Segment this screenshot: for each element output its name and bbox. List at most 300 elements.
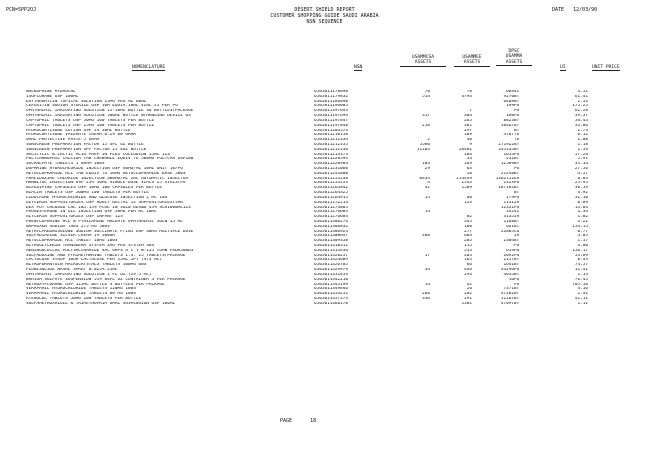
row-dpsc-assets: 10467 xyxy=(500,123,514,128)
row-unit-of-issue: BT xyxy=(514,296,520,301)
row-nomenclature: NITROGLYCERIN TRANSDERM SYSTEM 2MG PER SYSTEM 30S xyxy=(26,244,155,248)
row-nomenclature: CAPTOPRIL TABLETS USP 25MG 100 TABLETS PER BOTTLE xyxy=(26,123,155,128)
row-usammcsa-assets: 11103 xyxy=(416,147,430,152)
row-unit-price: 32.10 xyxy=(574,195,588,200)
row-nsn: 6505011243800 xyxy=(314,171,348,176)
row-nsn: 6505011197848 xyxy=(314,123,348,128)
row-dpsc-assets: 180 xyxy=(506,114,514,119)
row-unit-price: 74.57 xyxy=(574,263,588,268)
row-usammee-assets: 664 xyxy=(464,234,472,239)
row-nsn: 6505011354251 xyxy=(314,292,348,297)
row-unit-price: 3.22 xyxy=(577,219,588,224)
row-dpsc-assets: 689 xyxy=(506,90,514,94)
row-unit-price: 1.59 xyxy=(577,147,588,152)
row-unit-of-issue: JR xyxy=(514,234,520,239)
row-unit-of-issue: BT xyxy=(514,162,520,167)
row-usammee-assets: 82 xyxy=(466,215,472,220)
row-nsn: 6505011320257 xyxy=(314,253,348,258)
row-usammcsa-assets: 2 xyxy=(427,138,430,143)
row-unit-price: 175.25 xyxy=(572,104,588,109)
row-nsn: 6505011368178 xyxy=(314,301,348,306)
row-unit-of-issue: BT xyxy=(514,94,520,99)
row-dpsc-assets: 34296 xyxy=(500,268,514,273)
date-label: DATE xyxy=(552,7,565,13)
row-nomenclature: SULFADOXINE AND PYRIMETHAMINE TABLETS I.S. 25 TABLETS/PACKAGE xyxy=(26,253,186,258)
col-header-dpsc-line1: DPSC xyxy=(508,49,520,54)
row-nomenclature: METHYLPREDNISOLONE SODIUM SUCCINATE F/INJ USP 40MG MULTIPLE DOSE xyxy=(26,229,194,234)
row-unit-price: 4.16 xyxy=(577,287,588,292)
row-unit-price: 3.34 xyxy=(577,210,588,215)
row-nsn: 6505011196005 xyxy=(314,104,348,109)
row-nsn: 6505011213373 xyxy=(314,152,348,157)
row-unit-price: 57.26 xyxy=(574,152,588,157)
row-nomenclature: HYDROCORTISONE LOTION USP 1% 30ML BOTTLE xyxy=(26,128,131,133)
col-header-dpsc-line2: USAMMA xyxy=(505,54,523,60)
row-usammcsa-assets: 70 xyxy=(424,90,430,94)
row-unit-price: 3.52 xyxy=(577,90,588,94)
row-nomenclature: PHENYLEPHRINE HCL & PYRILAMINE MALEATE OPHTHALMIC SOLN 15 ML xyxy=(26,219,183,224)
row-usammcsa-assets: 14 xyxy=(424,210,430,215)
date-value: 12/03/90 xyxy=(573,7,598,13)
row-unit-of-issue: BT xyxy=(514,186,520,191)
row-dpsc-assets: 47097 xyxy=(500,301,514,306)
row-usammee-assets: 1509 xyxy=(461,186,472,191)
row-nomenclature: NALBUPHINE HYDROCHL xyxy=(26,90,76,94)
row-nsn: 6505011253253 xyxy=(314,181,348,186)
page-footer xyxy=(280,418,316,424)
row-unit-price: 25.95 xyxy=(574,181,588,186)
col-header-dpsc xyxy=(496,49,532,66)
row-nsn: 6505011212334 xyxy=(314,138,348,143)
row-nomenclature: MENINGOCOCCAL POLYSACCHARIDE VAC GRPS A C Y W-135 COMB FRDR500DS xyxy=(26,248,194,253)
row-nomenclature: CAPTOPRIL TABLETS USP 50MG 100 TABLETS PER BOTTLE xyxy=(26,118,155,123)
row-usammcsa-assets: 14 xyxy=(424,282,430,287)
row-unit-of-issue: BT xyxy=(514,142,520,147)
report-title-line3: NSN SEQUENCE xyxy=(306,19,343,26)
row-nsn: 6505011276684 xyxy=(314,215,348,220)
row-usammcsa-assets: 408 xyxy=(422,234,430,239)
row-unit-price: 41.11 xyxy=(574,296,588,301)
row-unit-of-issue: PG xyxy=(514,167,520,171)
row-unit-of-issue: PG xyxy=(514,282,520,287)
row-usammee-assets: 446 xyxy=(464,268,472,273)
row-nsn: 6505011263842 xyxy=(314,186,348,191)
row-nsn: 6505011179832 xyxy=(314,94,348,99)
row-nsn: 6505011309358 xyxy=(314,239,348,244)
row-nomenclature: PRALIDOXIME CHLORIDE INJECTION 300MG/ML 2ML AUTOMATIC INJECTOR xyxy=(26,176,189,181)
row-usammee-assets: 265 xyxy=(464,118,472,123)
row-unit-price: 1.13 xyxy=(577,272,588,277)
row-usammee-assets: 293 xyxy=(464,272,472,277)
row-usammee-assets: 203 xyxy=(464,253,472,258)
row-usammee-assets: 42 xyxy=(466,282,472,287)
col-header-usammee xyxy=(454,55,490,67)
row-dpsc-assets: 9270 xyxy=(503,94,514,99)
row-usammee-assets: 78 xyxy=(466,90,472,94)
row-nomenclature: NAPROXEN SODIUM TABS 275 MG 500S xyxy=(26,224,110,229)
row-usammee-assets: 4794 xyxy=(461,94,472,99)
row-unit-of-issue: BT xyxy=(514,224,520,229)
row-dpsc-assets: 2323 xyxy=(503,181,514,186)
row-nsn: 6505011308647 xyxy=(314,234,348,239)
row-unit-price: 1.08 xyxy=(577,138,588,143)
row-nsn: 6505011313436 xyxy=(314,248,348,253)
row-nomenclature: DEX POT CHL&SOD CHL INJ.15% PCHL IN SOL& DEX&D 45% SCH1000ML12S xyxy=(26,205,191,210)
row-usammcsa-assets: 206 xyxy=(422,292,430,297)
row-usammcsa-assets: 317 xyxy=(422,114,430,119)
row-unit-price: 5.91 xyxy=(577,157,588,162)
row-nsn: 6505011220984 xyxy=(314,162,348,167)
row-unit-price: 61.41 xyxy=(574,94,588,99)
row-dpsc-assets: 47282 xyxy=(500,292,514,297)
row-nomenclature: NIFEDIPINE CAPSULES USP 10MG 100 CAPSULES PER BOTTLE xyxy=(26,186,162,191)
row-nomenclature: SALICYLIC & LACTIC ACID PREP IN FLEX COLLODION 15ML 12S xyxy=(26,152,170,157)
col-header-dpsc-line3: ASSETS xyxy=(496,60,532,66)
row-unit-price: 4.00 xyxy=(577,244,588,248)
row-dpsc-assets: 1168 xyxy=(503,219,514,224)
row-usammee-assets: 54 xyxy=(466,157,472,162)
report-date xyxy=(552,7,597,13)
row-unit-of-issue: JR xyxy=(514,215,520,220)
row-dpsc-assets: 1131 xyxy=(503,200,514,205)
row-unit-price: 705.50 xyxy=(572,282,588,287)
row-dpsc-assets: 641 xyxy=(506,224,514,229)
row-usammee-assets: 100 xyxy=(464,224,472,229)
row-dpsc-assets: 335135 xyxy=(498,147,514,152)
row-usammee-assets: 60 xyxy=(466,195,472,200)
row-nomenclature: METOCLOPRAMIDE HCL TABLET 10MG 100S xyxy=(26,239,118,244)
row-nomenclature: SUCRALFATE TABLETS 1 GRAM 100S xyxy=(26,162,105,167)
row-nomenclature: VERAPAMIL HYDROCHLORIDE TABLETS 120MG 100S xyxy=(26,287,136,292)
row-nomenclature: LACTULOSE SYRUP 10GR LACTULOSE PER 15ML 1PT (473 ML) xyxy=(26,258,162,263)
row-unit-price: 2.53 xyxy=(577,99,588,104)
row-unit-price: 1.11 xyxy=(577,301,588,306)
row-usammee-assets: 58 xyxy=(466,171,472,176)
row-unit-of-issue: EA xyxy=(514,176,520,181)
row-nomenclature: MANNITOL INJECTION USP 25% 50ML SINGLE DOSE VIALS 25 VIALS/PG xyxy=(26,181,186,186)
row-usammcsa-assets: 34 xyxy=(424,268,430,273)
row-dpsc-assets: 179 xyxy=(506,195,514,200)
row-unit-price: 156.17 xyxy=(572,248,588,253)
row-unit-price: 33.86 xyxy=(574,123,588,128)
row-nomenclature: CEFOXITIN SODIUM STERILE USP 10M EQUIV.10ML VIAL 25 PER PG xyxy=(26,104,178,109)
row-unit-price: 56.43 xyxy=(574,118,588,123)
report-title-line2: CUSTOMER SHOPPING GUIDE SAUDI ARABIA xyxy=(270,13,379,20)
row-dpsc-assets: 1641 xyxy=(503,263,514,268)
row-dpsc-assets: 187182 xyxy=(498,186,514,191)
row-unit-of-issue: PG xyxy=(514,248,520,253)
row-usammee-assets: 345 xyxy=(464,219,472,224)
row-unit-price: 4.57 xyxy=(577,171,588,176)
row-unit-price: 0.77 xyxy=(577,229,588,234)
row-usammee-assets: 214449 xyxy=(456,176,472,181)
col-header-usammcsa xyxy=(400,55,446,67)
row-nsn: 6505011231060 xyxy=(314,167,348,171)
row-usammcsa-assets: 514 xyxy=(422,94,430,99)
row-nsn: 6505011342210 xyxy=(314,277,348,282)
row-unit-of-issue: BT xyxy=(514,157,520,162)
row-nomenclature: GLYCERIN SUPPOSITORIES USP INFANT 12S xyxy=(26,215,123,220)
row-nomenclature: HYDROCORTISONE VALERATE CREAM 0.2% 60 GRAM xyxy=(26,133,136,138)
row-dpsc-assets: 21248 xyxy=(500,171,514,176)
row-nsn: 6505011253248 xyxy=(314,176,348,181)
row-usammee-assets: 297 xyxy=(464,128,472,133)
row-dpsc-assets: 2092 xyxy=(503,253,514,258)
report-title-line1: DESERT SHIELD REPORT xyxy=(294,7,355,13)
row-usammee-assets: 304 xyxy=(464,114,472,119)
row-usammcsa-assets: 4 xyxy=(427,181,430,186)
row-unit-price: 6.12 xyxy=(577,133,588,138)
row-unit-of-issue: BT xyxy=(514,272,520,277)
row-unit-of-issue: BT xyxy=(514,292,520,297)
row-unit-price: 4.92 xyxy=(577,191,588,196)
row-nomenclature: LIDOCAINE HYDROCHLORIDE AND GLUCOSE INJECTION 2 ML 10S xyxy=(26,195,168,200)
row-usammee-assets: 115 xyxy=(464,244,472,248)
row-usammee-assets: 66 xyxy=(466,263,472,268)
row-nsn: 6505011197693 xyxy=(314,109,348,114)
page-label: PAGE xyxy=(280,418,293,424)
row-usammee-assets: 109 xyxy=(464,133,472,138)
row-unit-of-issue: BT xyxy=(514,263,520,268)
row-dpsc-assets: 4035 xyxy=(503,272,514,277)
row-nomenclature: PROGESTERONE IN OIL INJECTION USP 50MG PER ML 10ML xyxy=(26,210,157,215)
row-usammee-assets: 361 xyxy=(464,123,472,128)
row-nsn: 6505011331454 xyxy=(314,272,348,277)
row-nomenclature: METHOXYFLURANE USP 125ML BOTTLE 4 BOTTLES PER PACKAGE xyxy=(26,282,165,287)
row-unit-price: 8.03 xyxy=(577,176,588,181)
report-id: PCN=5PP2OJ xyxy=(6,7,37,13)
row-unit-price: 2.92 xyxy=(577,292,588,297)
row-nsn: 6505011357373 xyxy=(314,296,348,301)
row-unit-price: 2.73 xyxy=(577,128,588,133)
row-unit-of-issue: PG xyxy=(514,244,520,248)
row-nsn: 6505011326705 xyxy=(314,263,348,268)
row-usammee-assets: 1301 xyxy=(461,301,472,306)
row-dpsc-assets: 8823 xyxy=(503,118,514,123)
row-unit-price: 27.56 xyxy=(574,167,588,171)
row-usammcsa-assets: 104 xyxy=(422,162,430,167)
row-nomenclature: OPHTHALMIC IRRIGATING SOLUTION 500ML BOTTLE W/HANGING DEVICE 6S xyxy=(26,114,191,119)
row-nsn: 6505011264325 xyxy=(314,191,348,196)
row-usammee-assets: 291 xyxy=(464,296,472,301)
row-usammee-assets: 63 xyxy=(466,167,472,171)
row-nsn: 6505011264915 xyxy=(314,195,348,200)
row-unit-of-issue: BT xyxy=(514,301,520,306)
row-nsn: 6505011210118 xyxy=(314,133,348,138)
row-usammee-assets: 40 xyxy=(466,138,472,143)
row-unit-price: 30.19 xyxy=(574,186,588,191)
row-unit-of-issue: BT xyxy=(514,147,520,152)
row-unit-of-issue: BT xyxy=(514,287,520,292)
col-header-nsn: NSN xyxy=(354,65,363,70)
col-header-usammcsa-line2: ASSETS xyxy=(400,60,446,66)
row-usammee-assets: 123 xyxy=(464,200,472,205)
row-unit-price: 8.43 xyxy=(577,258,588,263)
row-nomenclature: ORAL PROTECTIVE PASTE 5 GRAM xyxy=(26,138,100,143)
row-usammcsa-assets: 17 xyxy=(424,253,430,258)
row-unit-of-issue: BT xyxy=(514,171,520,176)
row-nsn: 6505011212336 xyxy=(314,147,348,152)
col-header-usammcsa-line1: USAMMCSA xyxy=(411,55,435,60)
row-unit-price: 1.02 xyxy=(577,215,588,220)
row-usammcsa-assets xyxy=(378,302,430,307)
row-nomenclature: OPHTHALMIC IRRIGATING SOLUTION 1 FL OZ (29.5 ML) xyxy=(26,272,152,277)
row-nsn: 6505011306276 xyxy=(314,219,348,224)
row-usammee-assets: 515 xyxy=(464,248,472,253)
row-unit-of-issue: PG xyxy=(514,109,520,114)
row-nsn: 6505011276683 xyxy=(314,210,348,215)
col-header-unit-price: UNIT PRICE xyxy=(592,65,620,70)
row-nsn: 6505011329979 xyxy=(314,268,348,273)
row-unit-price: 1.18 xyxy=(577,142,588,147)
row-nomenclature: SULFADIAZINE SILVER CREAM 1% 500GM xyxy=(26,234,115,239)
row-dpsc-assets: 1654 xyxy=(503,152,514,157)
row-usammcsa-assets: 15 xyxy=(424,195,430,200)
row-nsn: 6505011197847 xyxy=(314,118,348,123)
row-dpsc-assets: 271922 xyxy=(498,142,514,147)
row-nomenclature: FLUNISOLIDE NASAL SPRAY 0.025% 25ML xyxy=(26,268,118,273)
row-usammcsa-assets: 5580 xyxy=(419,142,430,147)
row-dpsc-assets: 2304 xyxy=(503,239,514,244)
row-nomenclature: GLYCERIN SUPPOSITORIES USP ADULT RECTAL 12 SUPPOSITORIES/JAR xyxy=(26,200,183,205)
row-nomenclature: BARIUM SULFATE SUSPENSION 51% 84FL OZ CONTAINER 4 PER PACKAGE xyxy=(26,277,186,282)
row-dpsc-assets: 199 xyxy=(506,104,514,109)
row-nomenclature: ATENOLOL TABLETS 50MG 100 TABLETS PER BOTTLE xyxy=(26,296,142,301)
page-number: 18 xyxy=(310,418,317,424)
row-usammee-assets: 165 xyxy=(464,258,472,263)
report-table xyxy=(26,90,588,307)
report-table-body xyxy=(26,90,588,307)
row-nsn: 6505011274005 xyxy=(314,205,348,210)
row-unit-price: 35.14 xyxy=(574,162,588,167)
row-unit-of-issue: BT xyxy=(514,219,520,224)
row-dpsc-assets: 1362111 xyxy=(495,176,514,181)
row-unit-of-issue: PG xyxy=(514,152,520,157)
row-dpsc-assets: 142 xyxy=(506,210,514,215)
row-unit-of-issue: BT xyxy=(514,118,520,123)
row-unit-of-issue: JR xyxy=(514,200,520,205)
row-dpsc-assets: 619 xyxy=(506,248,514,253)
row-usammcsa-assets: 8433 xyxy=(419,176,430,181)
row-dpsc-assets: 6409 xyxy=(503,99,514,104)
row-unit-price: 62.28 xyxy=(574,109,588,114)
row-unit-price: 11.41 xyxy=(574,268,588,273)
row-nomenclature: OPHTHALMIC IRRIGATING SOLUTION 15-18ML BOTTLE 36 BOTTLES/PACKAGE xyxy=(26,109,194,114)
row-dpsc-assets: 232 xyxy=(506,157,514,162)
row-nsn: 6505011306924 xyxy=(314,229,348,234)
row-dpsc-assets: 52167 xyxy=(500,296,514,301)
row-nsn: 6505011186098 xyxy=(314,99,348,104)
row-nomenclature: NITROFURANTOIN MACROCRYSTALS TABLETS 100MG 60S xyxy=(26,263,147,268)
row-usammee-assets: 169 xyxy=(464,162,472,167)
row-usammcsa-assets: 336 xyxy=(422,296,430,301)
row-dpsc-assets: 12331 xyxy=(500,205,514,210)
row-nomenclature: ISOFLURANE USP 100ML xyxy=(26,94,79,99)
row-nsn: 6505011197694 xyxy=(314,114,348,119)
row-nsn: 6505011349846 xyxy=(314,287,348,292)
row-dpsc-assets: 2157 xyxy=(503,258,514,263)
row-unit-price: 39.37 xyxy=(574,114,588,119)
row-usammee-assets: 104 xyxy=(464,152,472,157)
row-unit-of-issue: BT xyxy=(514,123,520,128)
row-nsn: 6505011212335 xyxy=(314,142,348,147)
row-nsn: 6505011220594 xyxy=(314,157,348,162)
row-unit-price: 1.17 xyxy=(577,239,588,244)
row-usammee-assets: 282 xyxy=(464,292,472,297)
row-nomenclature: SULFAMETHOXAZOLE & TRIMETHOPRIM ORAL SUSPENSION USP 100ML xyxy=(26,301,176,306)
row-usammcsa-assets: 218 xyxy=(422,123,430,128)
row-unit-of-issue: TU xyxy=(514,133,520,138)
row-unit-of-issue: BT xyxy=(514,128,520,133)
row-unit-of-issue: BT xyxy=(514,258,520,263)
row-nomenclature: ERYTHROMYCIN TOPICAL SOLUTION 15MG PER ML 60ML xyxy=(26,99,147,104)
row-dpsc-assets: 12509 xyxy=(500,162,514,167)
row-unit-price: 53.89 xyxy=(574,253,588,258)
row-unit-of-issue: VI xyxy=(514,90,520,94)
row-nsn: 6505011306832 xyxy=(314,224,348,229)
row-unit-of-issue: BT xyxy=(514,191,520,196)
row-unit-of-issue: PG xyxy=(514,195,520,200)
row-unit-price: 154.15 xyxy=(572,224,588,229)
col-header-usammee-line2: ASSETS xyxy=(454,60,490,66)
row-dpsc-assets: 22885 xyxy=(500,229,514,234)
row-nsn: 6505011178690 xyxy=(314,90,348,94)
row-nomenclature: METOCLOPRAMIDE HCL TAB EQUIV TO 10MG METOCLOPRAMIDE BASE 500S xyxy=(26,171,186,176)
row-nsn: 6505011204574 xyxy=(314,128,348,133)
col-header-nomenclature: NOMENCLATURE xyxy=(132,65,166,70)
table-row xyxy=(26,302,588,307)
col-header-usammee-line1: USAMMEE xyxy=(462,55,482,60)
row-dpsc-assets: 3135 xyxy=(503,215,514,220)
row-unit-of-issue: PG xyxy=(514,277,520,282)
row-usammcsa-assets: 42 xyxy=(424,186,430,191)
row-unit-of-issue: BT xyxy=(514,99,520,104)
row-unit-of-issue: PG xyxy=(514,181,520,186)
row-dpsc-assets: 7371 xyxy=(503,287,514,292)
row-unit-of-issue: PG xyxy=(514,268,520,273)
row-nsn: 6505011310311 xyxy=(314,244,348,248)
row-nsn: 6505011272214 xyxy=(314,200,348,205)
row-unit-of-issue: PG xyxy=(514,253,520,258)
row-unit-of-issue: PG xyxy=(514,205,520,210)
row-unit-of-issue: PG xyxy=(514,114,520,119)
row-unit-price: 3.05 xyxy=(577,234,588,239)
row-unit-of-issue: VI xyxy=(514,210,520,215)
row-unit-price: 0.89 xyxy=(577,200,588,205)
row-nomenclature: POLYCARBOPHIL CALCIUM TAB CHEWABLE EQUIV TO 500MG POLYCAR USP100 xyxy=(26,157,194,162)
row-usammee-assets: 7 xyxy=(469,109,472,114)
row-unit-of-issue: BT xyxy=(514,239,520,244)
col-header-ui: UI xyxy=(560,65,566,70)
row-usammee-assets: 277 xyxy=(464,229,472,234)
row-usammee-assets: 2543 xyxy=(461,181,472,186)
row-nsn: 6505011343199 xyxy=(314,282,348,287)
row-usammee-assets: 9 xyxy=(469,142,472,147)
row-unit-of-issue: CO xyxy=(514,229,520,234)
row-unit-of-issue: PG xyxy=(514,104,520,109)
row-nomenclature: DOPAMINE HYDROCHLORIDE INJECTION USP 40MG/ML 10ML UNIT 10/PG xyxy=(26,167,183,171)
row-usammee-assets: 28462 xyxy=(458,147,472,152)
row-usammee-assets: 205 xyxy=(464,239,472,244)
row-unit-of-issue: TU xyxy=(514,138,520,143)
row-nomenclature: VERAPAMIL HYDROCHLORIDE TABLETS 80 MG 100S xyxy=(26,292,136,297)
row-nomenclature: SUNSCREEN PREPARATION SPF FACTOR 15 4OZ BOTTLE xyxy=(26,147,147,152)
row-nomenclature: NIACIN TABLETS USP 500MG 100 TABLETS PER BOTTLE xyxy=(26,191,149,196)
row-nsn: 6505011324609 xyxy=(314,258,348,263)
row-unit-price: 76.45 xyxy=(574,277,588,282)
row-unit-price: 13.84 xyxy=(574,205,588,210)
row-dpsc-assets: 16 xyxy=(508,277,514,282)
